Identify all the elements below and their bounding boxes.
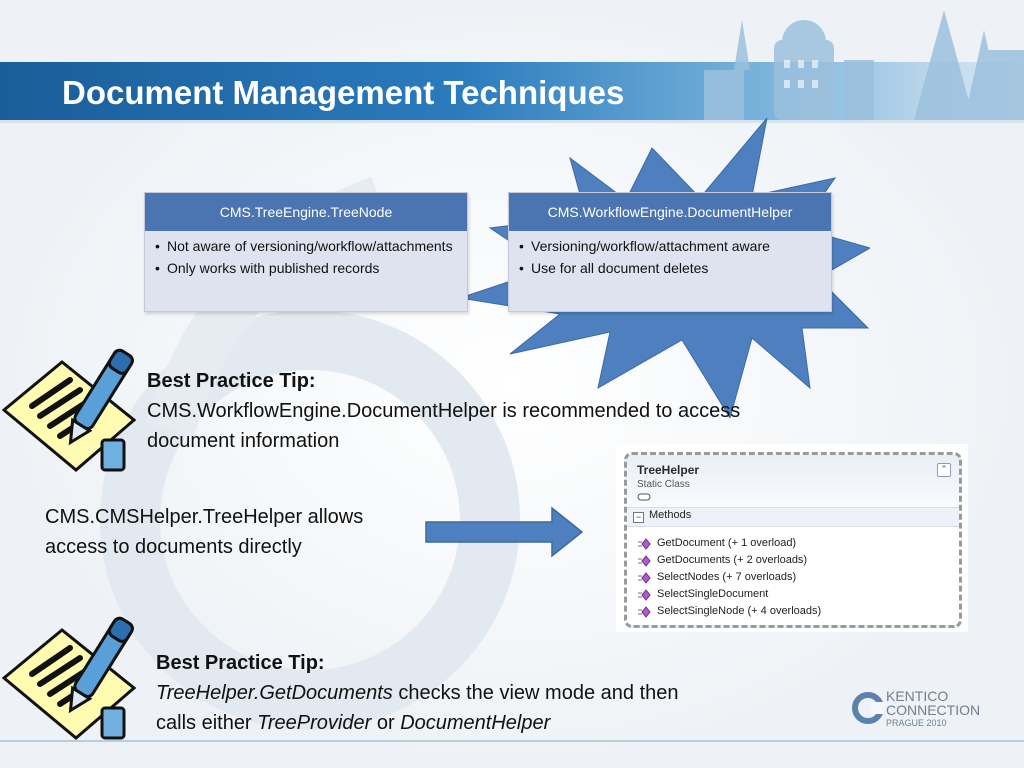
class-kind: Static Class [637,479,690,490]
treenode-box [144,192,468,312]
tip2-heading: Best Practice Tip: [156,652,325,674]
notepad-pen-icon [2,608,142,748]
method-name: SelectNodes (+ 7 overloads) [657,571,797,583]
tip1-text [147,366,867,456]
arrow-right-icon [424,506,584,558]
method-icon [637,572,651,584]
documenthelper-box [508,192,832,312]
kentico-logo [852,688,1002,732]
slide-title: Document Management Techniques [62,74,625,111]
tip1-line1: CMS.WorkflowEngine.DocumentHelper is recommended to access [147,400,741,422]
collapse-icon[interactable]: ⌃ [937,463,951,477]
method-item [657,537,796,549]
section-collapse-icon[interactable]: − [633,512,644,523]
method-icon [637,538,651,550]
tip2-treeprovider: TreeProvider [257,712,372,734]
documenthelper-box-header: CMS.WorkflowEngine.DocumentHelper [509,193,831,231]
treenode-box-header: CMS.TreeEngine.TreeNode [145,193,467,231]
logo-line3: PRAGUE 2010 [886,718,947,728]
tip2-text-c: or [371,712,401,734]
footer-divider [0,740,1024,742]
method-icon [637,555,651,567]
method-name: GetDocuments (+ 2 overloads) [657,554,808,566]
treenode-box-body [145,231,467,287]
tip1-line2: document information [147,430,340,452]
treehelper-line2: access to documents directly [45,536,302,558]
tip2-line1 [156,678,836,708]
logo-line2: CONNECTION [886,702,981,718]
treehelper-text [45,502,425,562]
tip2-treehelper-method: TreeHelper.GetDocuments [156,682,393,704]
methods-section-header[interactable] [627,507,959,527]
kentico-logo-icon [852,692,884,724]
tip2-line2 [156,708,836,738]
class-link-icon [637,493,651,501]
list-item: • Versioning/workflow/attachment aware [519,237,821,256]
tip2-documenthelper: DocumentHelper [400,712,551,734]
method-item [657,605,821,617]
class-name: TreeHelper [637,463,700,477]
method-item [657,554,807,566]
treehelper-class-diagram [616,444,968,632]
tip1-heading: Best Practice Tip: [147,370,316,392]
method-icon [637,589,651,601]
list-item: • Only works with published records [155,259,457,278]
documenthelper-box-body [509,231,831,287]
notepad-pen-icon [2,340,142,480]
method-icon [637,606,651,618]
treehelper-line1: CMS.CMSHelper.TreeHelper allows [45,506,364,528]
method-name: SelectSingleDocument [657,588,769,600]
tip2-text [156,648,836,738]
list-item: • Use for all document deletes [519,259,821,278]
methods-label: Methods [649,509,692,521]
method-name: SelectSingleNode (+ 4 overloads) [657,605,822,617]
skyline-image [684,0,1024,120]
method-item [657,588,768,600]
method-name: GetDocument (+ 1 overload) [657,537,797,549]
logo-line1: KENTICO [886,688,949,704]
class-diagram-frame [624,452,962,628]
list-item: • Not aware of versioning/workflow/attachments [155,237,457,256]
method-item [657,571,796,583]
tip2-text-b: calls either [156,712,258,734]
tip2-text-a: checks the view mode and then [392,682,679,704]
